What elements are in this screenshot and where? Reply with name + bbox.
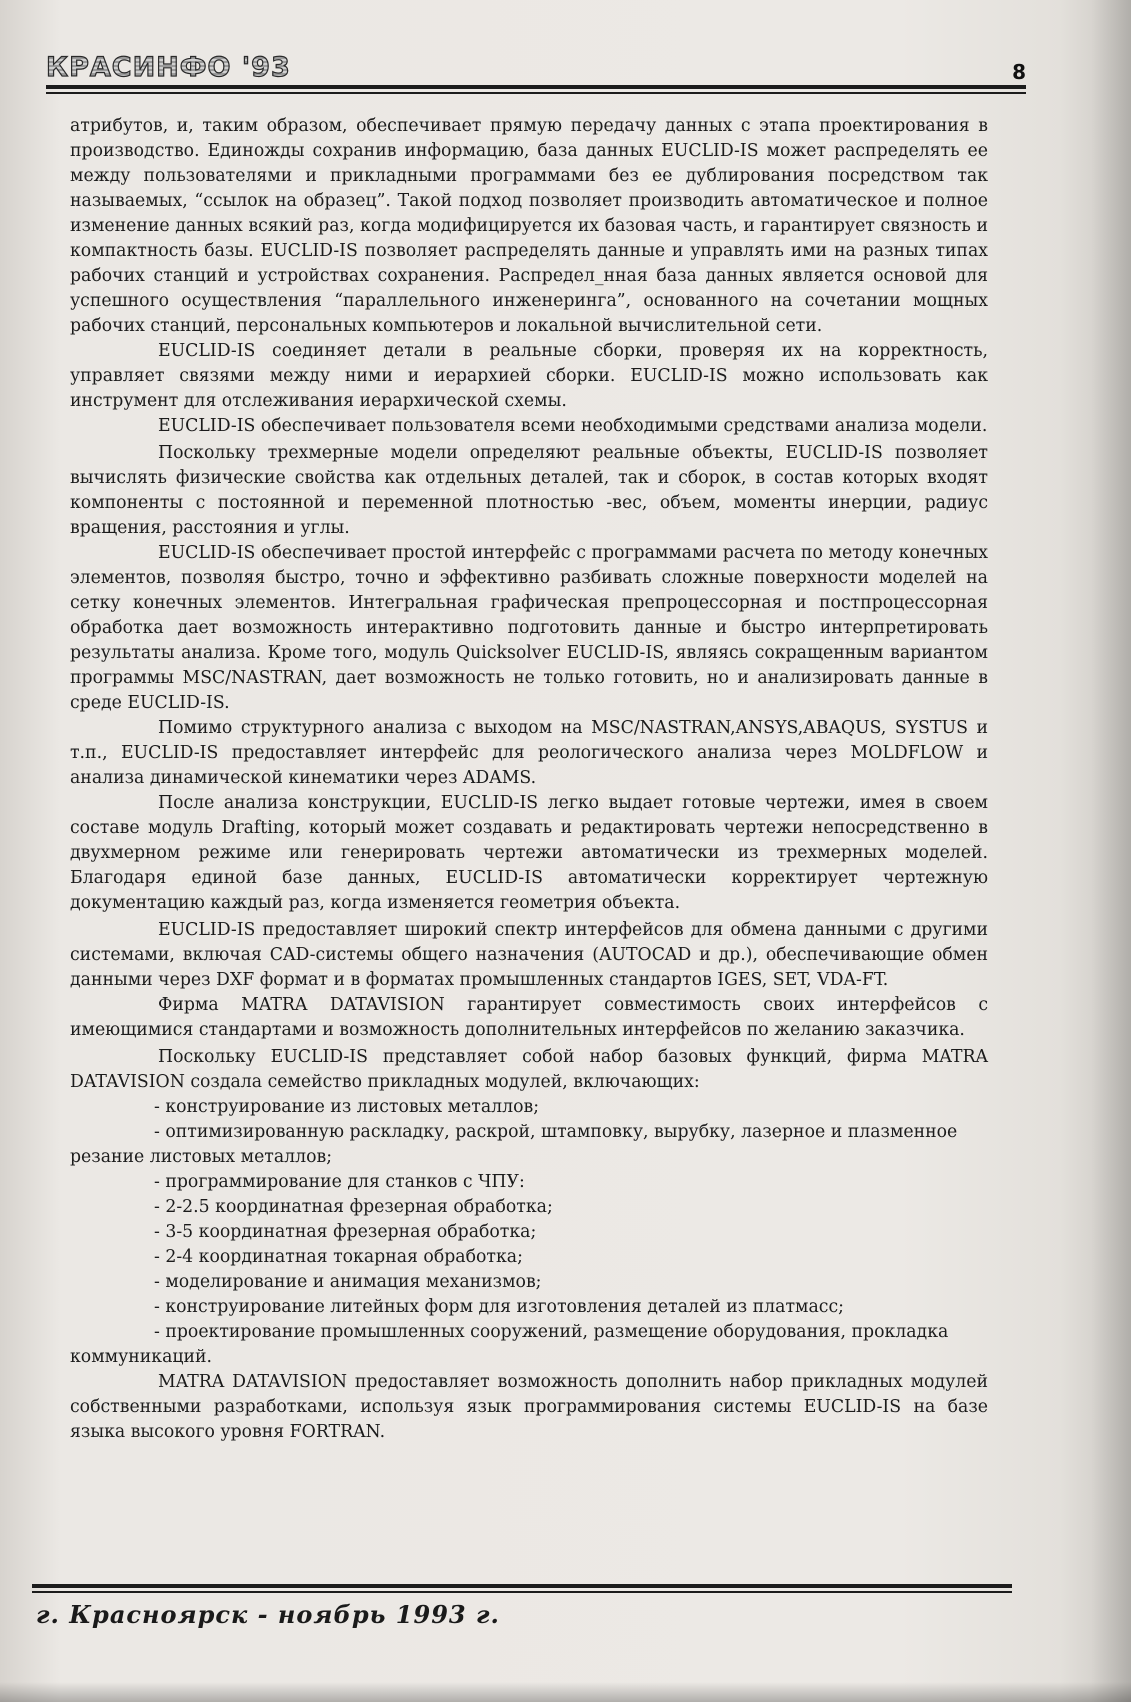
footer-rule-thin bbox=[32, 1591, 1012, 1593]
paragraph: Поскольку трехмерные модели определяют реальные объекты, EUCLID-IS позволяет вычислять физические свойства как отдельных деталей, так и сборок, в состав которых входят компоненты с постоянной и переменной плотностью -вес, объем, моменты инерции, радиус вращения, расстояния и углы. bbox=[70, 443, 988, 538]
list-item: - проектирование промышленных сооружений, размещение оборудования, прокладка коммуникаций. bbox=[70, 1322, 949, 1367]
paragraph: атрибутов, и, таким образом, обеспечивает прямую передачу данных с этапа проектирования в производство. Единожды сохранив информацию, база данных EUCLID-IS может распределять ее между пользователями и прикладными программами без ее дублирования посредством так называемых, “ссылок на образец”. Такой подход позволяет производить автоматическое и полное изменение данных всякий раз, когда модифицируется их базовая часть, и гарантирует связность и компактность базы. EUCLID-IS позволяет распределять данные и управлять ими на разных типах рабочих станций и устройствах сохранения. Распредел_нная база данных является основой для успешного осуществления “параллельного инженеринга”, основанного на сочетании мощных рабочих станций, персональных компьютеров и локальной вычислительной сети. bbox=[70, 116, 988, 336]
paragraph: MATRA DATAVISION предоставляет возможность дополнить набор прикладных модулей собственными разработками, используя язык программирования системы EUCLID-IS на базе языка высокого уровня FORTRAN. bbox=[70, 1372, 988, 1442]
list-item: - моделирование и анимация механизмов; bbox=[154, 1272, 542, 1292]
paragraph: EUCLID-IS обеспечивает простой интерфейс с программами расчета по методу конечных элементов, позволяя быстро, точно и эффективно разбивать сложные поверхности моделей на сетку конечных элементов. Интегральная графическая препроцессорная и постпроцессорная обработка дает возможность интерактивно подготовить данные и быстро интерпретировать результаты анализа. Кроме того, модуль Quicksolver EUCLID-IS, являясь сокращенным вариантом программы MSC/NASTRAN, дает возможность не только готовить, но и анализировать данные в среде EUCLID-IS. bbox=[70, 543, 988, 713]
paragraph: EUCLID-IS предоставляет широкий спектр интерфейсов для обмена данными с другими системами, включая CAD-системы общего назначения (AUTOCAD и др.), обеспечивающие обмен данными через DXF формат и в форматах промышленных стандартов IGES, SET, VDA-FT. bbox=[70, 920, 988, 990]
paragraph: Помимо структурного анализа с выходом на MSC/NASTRAN,ANSYS,ABAQUS, SYSTUS и т.п., EUCLID-IS предоставляет интерфейс для реологического анализа через MOLDFLOW и анализа динамической кинематики через ADAMS. bbox=[70, 718, 988, 788]
list-item: - 2-2.5 координатная фрезерная обработка; bbox=[154, 1197, 553, 1217]
paragraph: EUCLID-IS обеспечивает пользователя всеми необходимыми средствами анализа модели. bbox=[158, 416, 988, 436]
list-item: - конструирование из листовых металлов; bbox=[154, 1097, 540, 1117]
list-item: - оптимизированную раскладку, раскрой, штамповку, вырубку, лазерное и плазменное резание листовых металлов; bbox=[70, 1122, 958, 1167]
paragraph: Фирма MATRA DATAVISION гарантирует совместимость своих интерфейсов с имеющимися стандартами и возможность дополнительных интерфейсов по желанию заказчика. bbox=[70, 995, 988, 1040]
article-body bbox=[70, 114, 988, 1445]
masthead-title: КРАСИНФО '93 bbox=[46, 52, 291, 83]
paragraph: EUCLID-IS соединяет детали в реальные сборки, проверяя их на корректность, управляет связями между ними и иерархией сборки. EUCLID-IS можно использовать как инструмент для отслеживания иерархической схемы. bbox=[70, 341, 988, 411]
header-rule-thin bbox=[46, 92, 1026, 94]
page-header bbox=[46, 52, 1026, 98]
list-item: - 3-5 координатная фрезерная обработка; bbox=[154, 1222, 537, 1242]
list-item: - 2-4 координатная токарная обработка; bbox=[154, 1247, 523, 1267]
page-edge-shadow bbox=[1091, 0, 1131, 1702]
page-bottom-shadow bbox=[0, 1682, 1131, 1702]
footer-rule-thick bbox=[32, 1584, 1012, 1588]
paragraph: Поскольку EUCLID-IS представляет собой набор базовых функций, фирма MATRA DATAVISION создала семейство прикладных модулей, включающих: bbox=[70, 1047, 988, 1092]
page-number: 8 bbox=[1012, 60, 1026, 84]
footer-place-date: г. Красноярск - ноябрь 1993 г. bbox=[36, 1600, 500, 1629]
list-item: - программирование для станков с ЧПУ: bbox=[154, 1172, 525, 1192]
header-rule-thick bbox=[46, 85, 1026, 89]
paragraph: После анализа конструкции, EUCLID-IS легко выдает готовые чертежи, имея в своем составе модуль Drafting, который может создавать и редактировать чертежи непосредственно в двухмерном режиме или генерировать чертежи автоматически из трехмерных моделей. Благодаря единой базе данных, EUCLID-IS автоматически корректирует чертежную документацию каждый раз, когда изменяется геометрия объекта. bbox=[70, 793, 988, 913]
list-item: - конструирование литейных форм для изготовления деталей из платмасс; bbox=[154, 1297, 844, 1317]
